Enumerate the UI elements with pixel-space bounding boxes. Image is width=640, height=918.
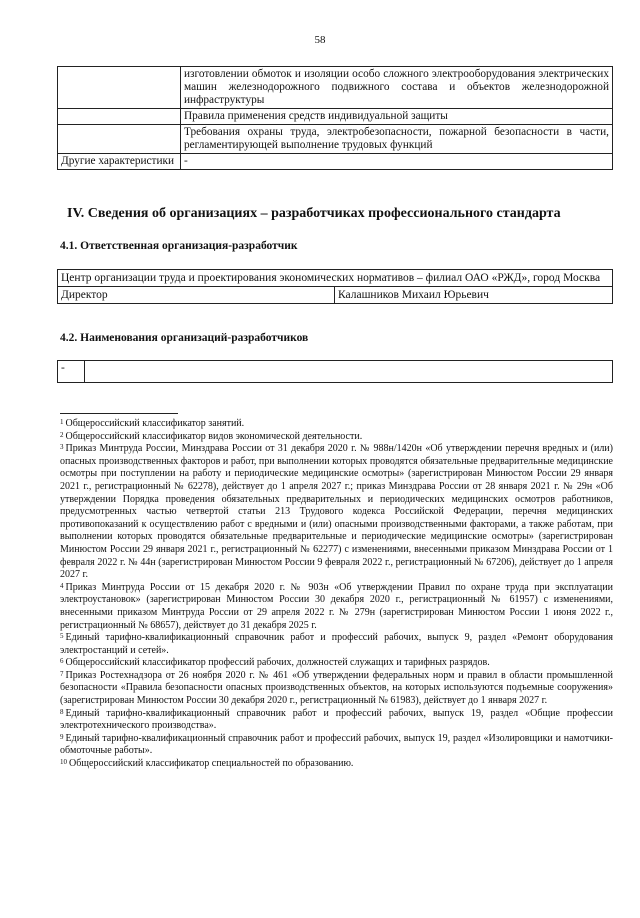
footnote: [60, 733, 613, 758]
footnote-marker: 1: [60, 418, 64, 426]
qualification-requirements-table: [57, 66, 613, 170]
row-number: -: [58, 361, 85, 383]
table-cell-value: Правила применения средств индивидуальной защиты: [181, 109, 613, 125]
table-cell-label: [58, 67, 181, 109]
footnote: [60, 443, 613, 582]
footnote-text: Общероссийский классификатор видов экономической деятельности.: [65, 430, 363, 442]
footnote: [60, 708, 613, 733]
table-row: [58, 125, 613, 154]
organization-name: Центр организации труда и проектирования экономических нормативов – филиал ОАО «РЖД», город Москва: [58, 270, 613, 287]
footnote-text: Приказ Минтруда России, Минздрава России от 31 декабря 2020 г. № 988н/1420н «Об утверждении перечня вредных и (или) опасных производственных факторов и работ, при выполнении которых проводятся обязательные предварительные медицинские осмотры при поступлении на работу и периодические медицинские осмотры» (зарегистрирован Минюстом России 29 января 2021 г., регистрационный № 62278), действует до 1 апреля 2027 г.; приказ Минздрава России от 28 января 2021 г. № 29н «Об утверждении Порядка проведения обязательных предварительных и периодических медицинских осмотров работников, предусмотренных частью четвертой статьи 213 Трудового кодекса Российской Федерации, перечня медицинских противопоказаний к осуществлению работ с вредными и (или) опасными производственными факторами, а также работам, при выполнении которых проводятся обязательные предварительные и периодические медицинские осмотры» (зарегистрирован Минюстом России 29 января 2021 г., регистрационный № 62277) с изменениями, внесенными приказом Минздрава России от 1 февраля 2022 г. № 44н (зарегистрирован Минюстом России 9 февраля 2022 г., регистрационный № 67206), действует до 1 апреля 2027 г.: [60, 443, 613, 581]
table-cell-value: Требования охраны труда, электробезопасности, пожарной безопасности в части, регламентирующей выполнение трудовых функций: [181, 125, 613, 154]
footnote-separator: [60, 413, 178, 414]
subsection-heading-4-2: 4.2. Наименования организаций-разработчиков: [60, 332, 309, 344]
table-row: [58, 67, 613, 109]
footnote-text: Общероссийский классификатор специальностей по образованию.: [69, 758, 354, 770]
table-cell-label: Другие характеристики: [58, 154, 181, 170]
footnote-marker: 10: [60, 758, 67, 767]
organization-name: [85, 361, 613, 383]
footnote: [60, 758, 613, 771]
person-name: Калашников Михаил Юрьевич: [335, 287, 613, 304]
footnote-marker: 5: [60, 632, 64, 641]
footnote-text: Общероссийский классификатор профессий рабочих, должностей служащих и тарифных разрядов.: [65, 657, 490, 669]
footnote-marker: 2: [60, 430, 64, 439]
footnote-text: Приказ Минтруда России от 15 декабря 2020 г. № 903н «Об утверждении Правил по охране труда при эксплуатации электроустановок» (зарегистрирован Минюстом России 30 декабря 2020 г., регистрационный № 61957) с изменениями, внесенными приказом Минтруда России от 29 апреля 2022 г. № 279н (зарегистрирован Минюстом России 1 июня 2022 г., регистрационный № 68657), действует до 31 декабря 2025 г.: [60, 581, 613, 631]
footnote-text: Приказ Ростехнадзора от 26 ноября 2020 г. № 461 «Об утверждении федеральных норм и правил в области промышленной безопасности «Правила безопасности опасных производственных объектов, на которых используются подъемные сооружения» (зарегистрирован Минюстом России 30 декабря 2020 г., регистрационный № 61983), действует до 1 января 2027 г.: [60, 669, 613, 707]
table-cell-value: -: [181, 154, 613, 170]
footnote-marker: 8: [60, 707, 64, 716]
footnote-marker: 7: [60, 669, 64, 678]
footnote: [60, 582, 613, 632]
footnote-text: Общероссийский классификатор занятий.: [65, 418, 245, 429]
footnote: [60, 431, 613, 444]
table-cell-label: [58, 109, 181, 125]
table-row: [58, 361, 613, 383]
page-number: 58: [314, 34, 326, 46]
table-row: [58, 154, 613, 170]
table-row: [58, 270, 613, 287]
footnote: [60, 657, 613, 670]
footnote-marker: 6: [60, 657, 64, 666]
table-cell-value: изготовлении обмоток и изоляции особо сложного электрооборудования электрических машин железнодорожного подвижного состава и объектов железнодорожной инфраструктуры: [181, 67, 613, 109]
position-title: Директор: [58, 287, 335, 304]
footnote: [60, 418, 613, 431]
table-row: [58, 109, 613, 125]
footnote-text: Единый тарифно-квалификационный справочник работ и профессий рабочих, выпуск 19, раздел «Изолировщики и намотчики-обмоточные работы».: [60, 732, 613, 757]
section-heading: IV. Сведения об организациях – разработчиках профессионального стандарта: [67, 206, 561, 221]
footnote: [60, 670, 613, 708]
table-row: [58, 287, 613, 304]
footnotes: [60, 418, 613, 771]
footnote-marker: 4: [60, 581, 64, 590]
footnote-marker: 3: [60, 443, 64, 452]
table-cell-label: [58, 125, 181, 154]
subsection-heading-4-1: 4.1. Ответственная организация-разработчик: [60, 240, 298, 252]
responsible-organization-table: [57, 269, 613, 304]
footnote: [60, 632, 613, 657]
footnote-text: Единый тарифно-квалификационный справочник работ и профессий рабочих, выпуск 9, раздел «Ремонт оборудования электростанций и сетей».: [60, 632, 613, 656]
developer-organizations-table: [57, 360, 613, 383]
footnote-marker: 9: [60, 732, 64, 741]
footnote-text: Единый тарифно-квалификационный справочник работ и профессий рабочих, выпуск 19, раздел «Общие профессии электротехнического производства».: [60, 707, 613, 732]
